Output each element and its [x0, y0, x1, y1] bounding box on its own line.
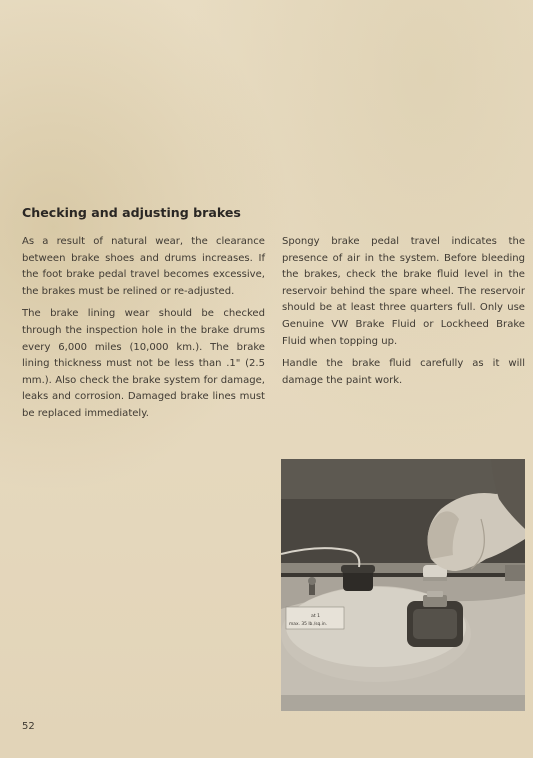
section-heading: Checking and adjusting brakes: [22, 205, 241, 220]
paragraph-wear: As a result of natural wear, the clearance between brake shoes and drums increases. If the foot brake pedal travel becomes excessive, the brakes must be relined or re-adjusted.: [22, 236, 265, 297]
left-column: [22, 234, 265, 429]
reservoir-label-line-1: at 1: [311, 614, 320, 619]
paragraph-handle-carefully: Handle the brake fluid carefully as it will damage the paint work.: [282, 358, 525, 386]
paragraph-lining-check: The brake lining wear should be checked through the inspection hole in the brake drums every 6,000 miles (10,000 km.). The brake lining thickness must not be less than .1" (2.5 mm.). Also check the brake system for damage, leaks and corrosion. Damaged brake lines must be replaced immediately.: [22, 308, 265, 419]
page-number: 52: [22, 721, 35, 732]
paragraph-spongy-pedal: Spongy brake pedal travel indicates the presence of air in the system. Before bleeding the brakes, check the brake fluid level in the reservoir behind the spare wheel. The reservoir should be at least three quarters full. Only use Genuine VW Brake Fluid or Lockheed Brake Fluid when topping up.: [282, 236, 525, 347]
photo-illustration: [281, 459, 525, 711]
right-column: [282, 234, 525, 395]
reservoir-label-line-2: max. 35 lb./sq.in.: [289, 622, 328, 627]
brake-reservoir-photo: [281, 459, 525, 711]
